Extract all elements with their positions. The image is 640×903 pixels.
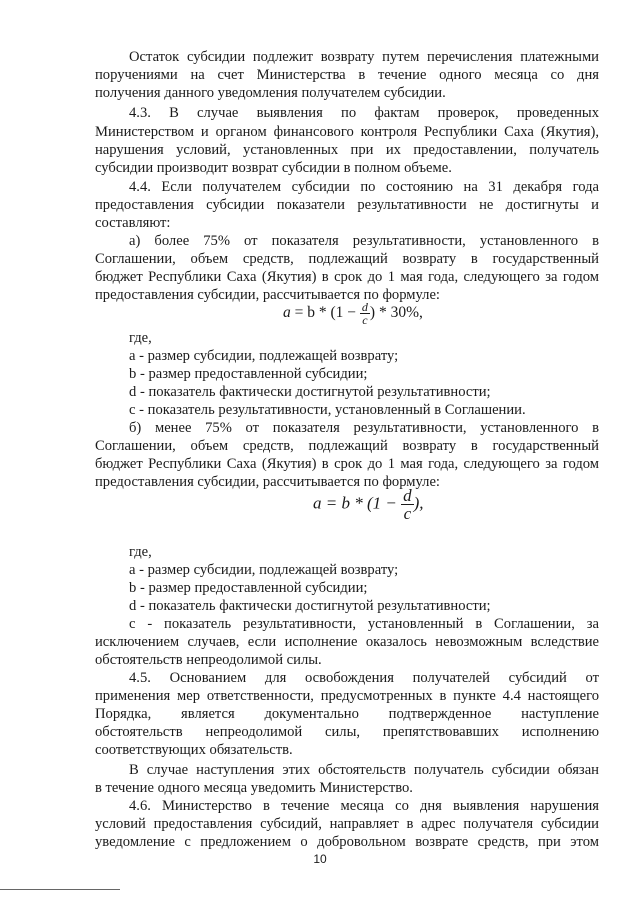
formula-2-numerator: d (403, 486, 412, 505)
formula-1-lhs: a (283, 304, 291, 322)
paragraph-line: a - размер субсидии, подлежащей возврату; (129, 562, 399, 578)
paragraph-line: Порядка, является документально подтвержденное наступление (95, 706, 599, 722)
paragraph-line: d - показатель фактически достигнутой результативности; (129, 384, 491, 400)
paragraph-line: бюджет Республики Саха (Якутия) в срок до 1 мая года, следующего за годом (95, 269, 599, 285)
formula-2-denominator: c (403, 504, 412, 523)
paragraph-line: составляют: (95, 215, 171, 231)
paragraph-line: c - показатель результативности, установленный в Соглашении, за (129, 616, 599, 632)
formula-2-tail: ), (413, 493, 424, 513)
formula-1-tail: ) * 30%, (369, 304, 423, 322)
formula-2 (313, 487, 424, 522)
formula-2-mid: = b * (1 − (321, 493, 402, 513)
paragraph-line: а) более 75% от показателя результативности, установленного в (129, 233, 599, 249)
paragraph-line: d - показатель фактически достигнутой результативности; (129, 598, 491, 614)
paragraph-line: 4.4. Если получателем субсидии по состоянию на 31 декабря года (129, 179, 599, 195)
paragraph-line: В случае наступления этих обстоятельств получатель субсидии обязан (129, 762, 599, 778)
paragraph-line: условий предоставления субсидий, направляет в адрес получателя субсидии (95, 816, 599, 832)
paragraph-line: где, (129, 330, 152, 346)
paragraph-line: 4.3. В случае выявления по фактам проверок, проведенных (129, 105, 599, 121)
formula-1-mid: = b * (1 − (290, 304, 360, 322)
paragraph-line: Министерством и органом финансового контроля Республики Саха (Якутия), (95, 124, 599, 140)
paragraph-line: Остаток субсидии подлежит возврату путем перечисления платежными (129, 49, 599, 65)
paragraph-line: a - размер субсидии, подлежащей возврату; (129, 348, 399, 364)
page-number: 10 (313, 852, 327, 866)
paragraph-line: субсидии производит возврат субсидии в полном объеме. (95, 160, 452, 176)
paragraph-line: b - размер предоставленной субсидии; (129, 580, 368, 596)
formula-2-fraction (401, 487, 414, 522)
paragraph-line: уведомление с предложением о добровольном возврате средств, при этом (95, 834, 599, 850)
paragraph-line: применения мер ответственности, предусмотренных в пункте 4.4 настоящего (95, 688, 599, 704)
formula-1 (283, 301, 423, 326)
paragraph-line: 4.6. Министерство в течение месяца со дня выявления нарушения (129, 798, 599, 814)
paragraph-line: предоставления субсидии, рассчитывается по формуле: (95, 287, 440, 303)
paragraph-line: предоставления субсидии, рассчитывается по формуле: (95, 474, 440, 490)
footer-rule (0, 889, 120, 890)
paragraph-line: 4.5. Основанием для освобождения получателей субсидий от (129, 670, 599, 686)
paragraph-line: где, (129, 544, 152, 560)
paragraph-line: нарушения условий, установленных при их предоставлении, получатель (95, 142, 599, 158)
paragraph-line: b - размер предоставленной субсидии; (129, 366, 368, 382)
paragraph-line: Соглашении, объем средств, подлежащий возврату в государственный (95, 438, 599, 454)
paragraph-line: предоставления субсидии показатели результативности не достигнуты и (95, 197, 599, 213)
formula-1-fraction (360, 301, 370, 326)
formula-1-denominator: c (362, 313, 368, 327)
paragraph-line: исключением случаев, если исполнение оказалось невозможным вследствие (95, 634, 599, 650)
paragraph-line: соответствующих обязательств. (95, 742, 293, 758)
paragraph-line: бюджет Республики Саха (Якутия) в срок до 1 мая года, следующего за годом (95, 456, 599, 472)
formula-1-numerator: d (361, 300, 368, 314)
paragraph-line: получения данного уведомления получателем субсидии. (95, 85, 446, 101)
paragraph-line: в течение одного месяца уведомить Министерство. (95, 780, 413, 796)
paragraph-line: б) менее 75% от показателя результативности, установленного в (129, 420, 599, 436)
paragraph-line: Соглашении, объем средств, подлежащий возврату в государственный (95, 251, 599, 267)
formula-2-lhs: a (313, 493, 322, 513)
paragraph-line: обстоятельств непреодолимой силы. (95, 652, 322, 668)
paragraph-line: поручениями на счет Министерства в течение одного месяца со дня (95, 67, 599, 83)
paragraph-line: обстоятельств непреодолимой силы, препятствовавших исполнению (95, 724, 599, 740)
paragraph-line: c - показатель результативности, установленный в Соглашении. (129, 402, 526, 418)
